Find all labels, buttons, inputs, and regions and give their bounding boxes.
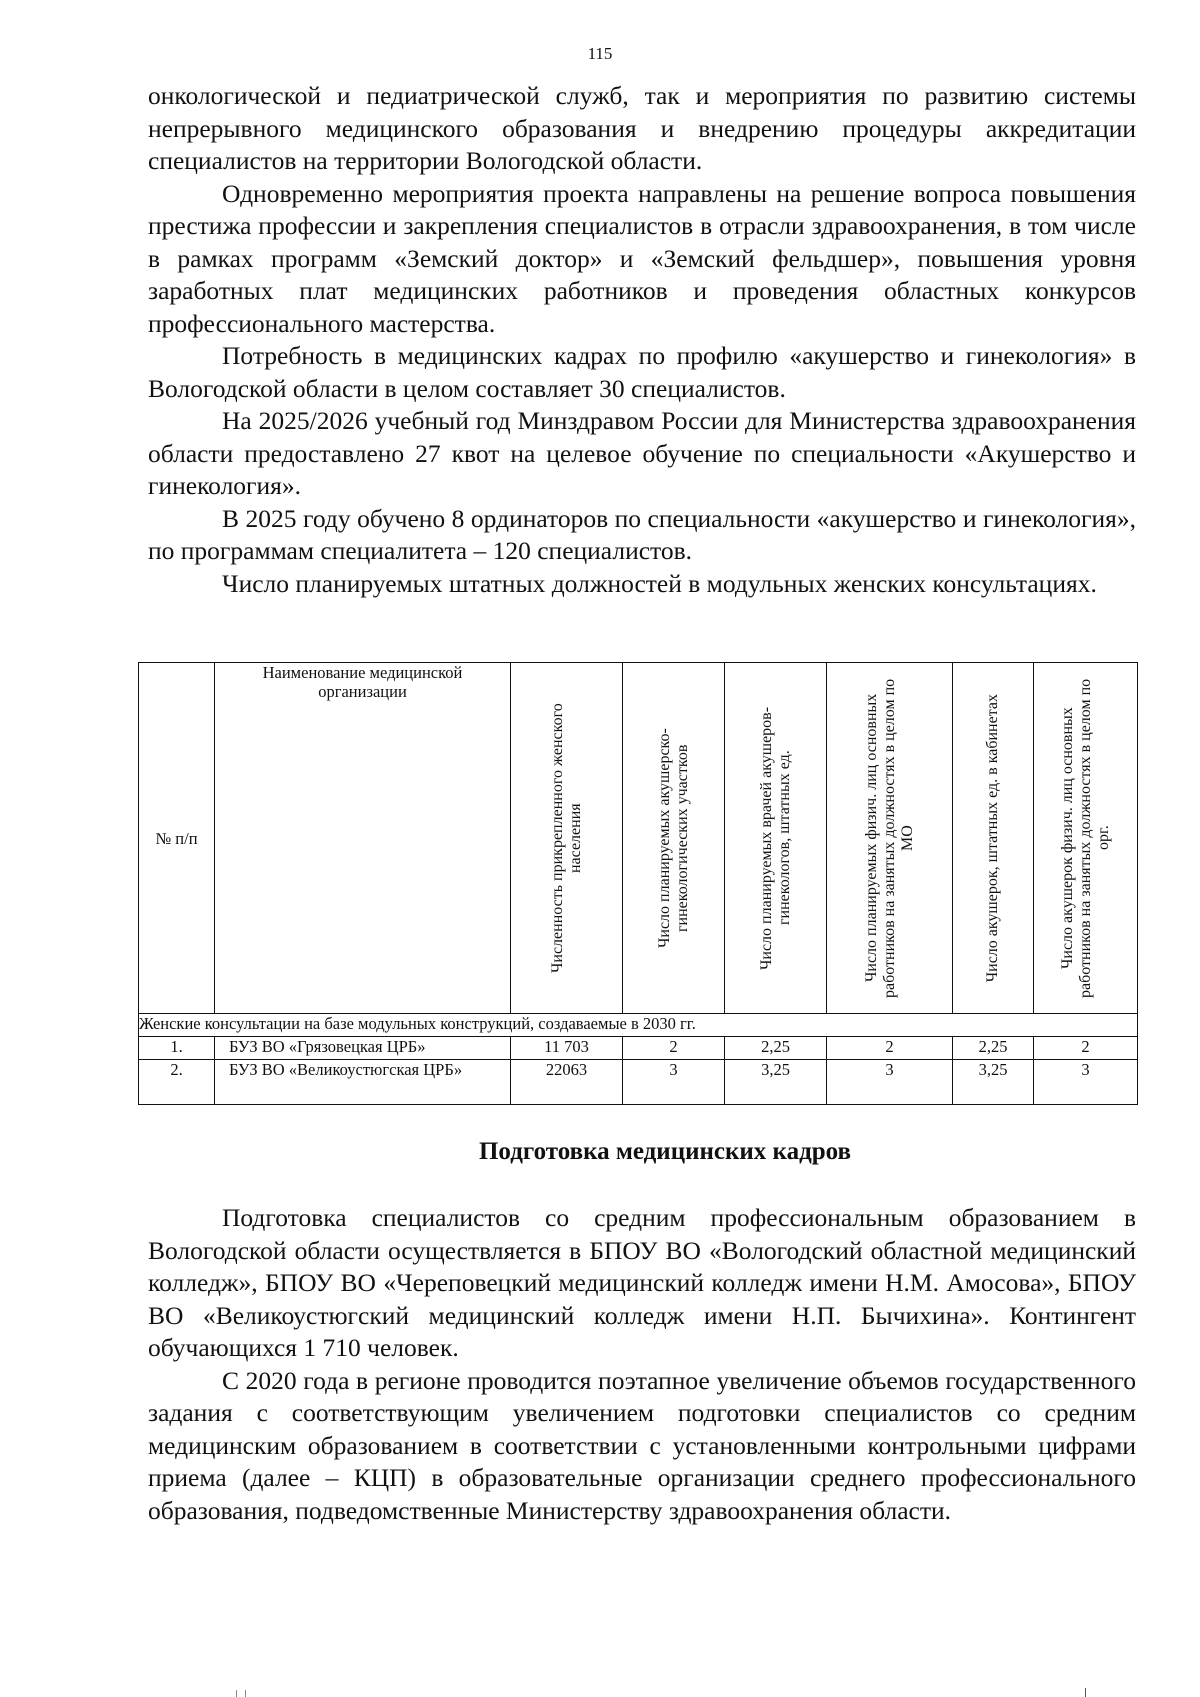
header-num: № п/п (139, 663, 215, 1014)
cell-midwives-phys: 3 (1034, 1060, 1138, 1105)
scan-corner-mark (1060, 0, 1140, 4)
header-sections (623, 663, 725, 1014)
header-doctors-phys-label: Число планируемых физич. лиц основных работников на занятых должностях в целом по МО (862, 678, 916, 998)
header-midwives-phys (1034, 663, 1138, 1014)
cell-sections: 2 (623, 1037, 725, 1060)
paragraph: С 2020 года в регионе проводится поэтапное увеличение объемов государственного задания с соответствующим увеличением подготовки специалистов со средним медицинским образованием в соответствии с установленными контрольными цифрами приема (далее – КЦП) в образовательные организации среднего профессионального образования, подведомственные Министерству здравоохранения области. (148, 1365, 1136, 1525)
cell-midwives-phys: 2 (1034, 1037, 1138, 1060)
cell-num: 2. (139, 1060, 215, 1105)
cell-sections: 3 (623, 1060, 725, 1105)
header-population-label: Численность прикрепленного женского населения (548, 703, 584, 973)
table-section-row (139, 1014, 1138, 1037)
cell-org-name: БУЗ ВО «Великоустюгская ЦРБ» (215, 1060, 511, 1105)
header-org-name (215, 663, 511, 1014)
consultations-table (138, 662, 1138, 1105)
cell-doctors: 3,25 (725, 1060, 827, 1105)
header-doctors-label: Число планируемых врачей акушеров-гинекологов, штатных ед. (757, 706, 793, 970)
header-midwives-label: Число акушерок, штатных ед. в кабинетах (984, 693, 1001, 983)
table-row (139, 1060, 1138, 1105)
header-midwives-phys-label: Число акушерок физич. лиц основных работников на занятых должностях в целом по орг. (1058, 678, 1112, 998)
cell-midwives: 2,25 (953, 1037, 1034, 1060)
cell-num: 1. (139, 1037, 215, 1060)
header-sections-label: Число планируемых акушерско-гинекологических участков (655, 728, 691, 948)
cell-doctors-phys: 3 (827, 1060, 953, 1105)
cell-doctors: 2,25 (725, 1037, 827, 1060)
cell-org-name: БУЗ ВО «Грязовецкая ЦРБ» (215, 1037, 511, 1060)
cell-population: 22063 (511, 1060, 623, 1105)
header-doctors-phys (827, 663, 953, 1014)
cell-midwives: 3,25 (953, 1060, 1034, 1105)
intro-text (148, 80, 1136, 600)
paragraph: Подготовка специалистов со средним профессиональным образованием в Вологодской области осуществляется в БПОУ ВО «Вологодский областной медицинский колледж», БПОУ ВО «Череповецкий медицинский колледж имени Н.М. Амосова», БПОУ ВО «Великоустюгский медицинский колледж имени Н.П. Бычихина». Контингент обучающихся 1 710 человек. (148, 1203, 1136, 1362)
paragraph: Потребность в медицинских кадрах по профилю «акушерство и гинекология» в Вологодской области в целом составляет 30 специалистов. (148, 341, 1136, 403)
page-number: 115 (587, 44, 613, 63)
cell-population: 11 703 (511, 1037, 623, 1060)
paragraph: Число планируемых штатных должностей в модульных женских консультациях. (222, 568, 1097, 598)
training-text (148, 1202, 1136, 1527)
section-title: Подготовка медицинских кадров (478, 1138, 852, 1165)
paragraph: В 2025 году обучено 8 ординаторов по специальности «акушерство и гинекология», по программам специалитета – 120 специалистов. (148, 503, 1136, 565)
scan-artifact (1085, 1688, 1086, 1697)
paragraph: онкологической и педиатрической служб, так и мероприятия по развитию системы непрерывного медицинского образования и внедрению процедуры аккредитации специалистов на территории Вологодской области. (148, 81, 1136, 175)
header-population (511, 663, 623, 1014)
table-section-label: Женские консультации на базе модульных конструкций, создаваемые в 2030 гг. (139, 1014, 1138, 1037)
paragraph: На 2025/2026 учебный год Минздравом России для Министерства здравоохранения области предоставлено 27 квот на целевое обучение по специальности «Акушерство и гинекология». (148, 406, 1136, 500)
header-midwives (953, 663, 1034, 1014)
table-header-row (139, 663, 1138, 1014)
paragraph: Одновременно мероприятия проекта направлены на решение вопроса повышения престижа профессии и закрепления специалистов в отрасли здравоохранения, в том числе в рамках программ «Земский доктор» и «Земский фельдшер», повышения уровня заработных плат медицинских работников и проведения областных конкурсов профессионального мастерства. (148, 178, 1136, 338)
scan-artifact (236, 1690, 246, 1697)
cell-doctors-phys: 2 (827, 1037, 953, 1060)
header-doctors (725, 663, 827, 1014)
header-org-name-label: Наименование медицинской организации (262, 663, 463, 701)
table-row (139, 1037, 1138, 1060)
